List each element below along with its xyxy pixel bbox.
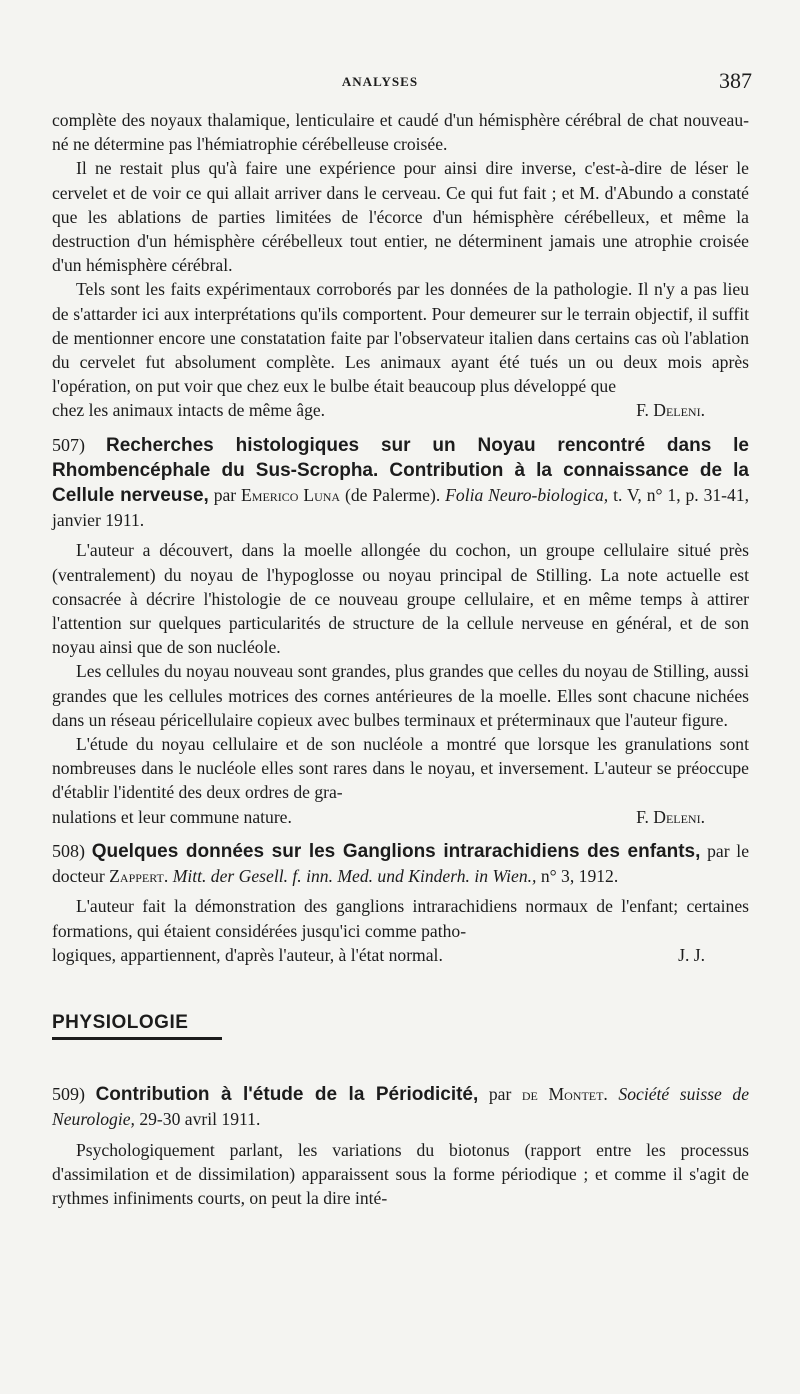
running-header: ANALYSES bbox=[341, 74, 419, 89]
article-place: (de Palerme). bbox=[345, 485, 441, 506]
paragraph-last-line: nulations et leur commune nature. bbox=[52, 806, 292, 827]
paragraph: complète des noyaux thalamique, lenticulaire et caudé d'un hémisphère cérébral de chat nouveau-né ne détermine pas l'hémiatrophie cérébelleuse croisée. bbox=[52, 110, 749, 155]
article-by: par le docteur bbox=[52, 840, 749, 887]
article-title: Contribution à l'étude de la Périodicité, bbox=[95, 1084, 479, 1106]
paragraph-end-with-signature bbox=[52, 943, 749, 967]
article-journal: Folia Neuro-biologica, bbox=[445, 485, 609, 506]
paragraph: Tels sont les faits expérimentaux corroborés par les données de la pathologie. Il n'y a pas lieu de s'attarder ici aux interprétations qu'ils comportent. Pour demeurer sur le terrain objectif, il suffit de mentionner encore une constatation faite par l'observateur italien dans certains cas où l'ablation du cervelet fut absolument complète. Les animaux ayant été tués un ou deux mois après l'opération, on put voir que chez eux le bulbe était beaucoup plus développé que bbox=[52, 279, 749, 397]
article-author: Zappert. bbox=[109, 866, 169, 887]
paragraph: Les cellules du noyau nouveau sont grandes, plus grandes que celles du noyau de Stilling, aussi grandes que les cellules motrices des cornes antérieures de la moelle. Elles sont chacune nichées dans un réseau péricellulaire copieux avec bulbes terminaux et préterminaux que l'auteur figure. bbox=[52, 661, 749, 730]
paragraph-end-with-signature bbox=[52, 805, 749, 829]
section-heading-text: PHYSIOLOGIE bbox=[52, 1011, 189, 1033]
article-heading bbox=[52, 433, 749, 533]
article-journal: Société suisse de Neurologie, bbox=[52, 1084, 749, 1130]
paragraph: Psychologiquement parlant, les variations du biotonus (rapport entre les processus d'assimilation et de dissimilation) apparaissent sous la forme périodique ; et comme il s'agit de rythmes infiniments courts, on peut la dire inté- bbox=[52, 1139, 749, 1208]
article-number: 509) bbox=[52, 1084, 85, 1105]
paragraph-last-line: chez les animaux intacts de même âge. bbox=[52, 400, 326, 421]
text-column bbox=[52, 108, 749, 1210]
heading-underline bbox=[52, 1037, 222, 1040]
signature: F. Deleni. bbox=[636, 400, 705, 421]
article-title: Recherches histologiques sur un Noyau rencontré dans le Rhombencéphale du Sus-Scropha. Contribution à la connaissance de la Cellule nerveuse, bbox=[52, 434, 749, 507]
article-by: par bbox=[213, 485, 237, 506]
paragraph: L'auteur fait la démonstration des ganglions intrarachidiens normaux de l'enfant; certaines formations, qui étaient considérées jusqu'ici comme patho- bbox=[52, 896, 749, 941]
paragraph-end-with-signature bbox=[52, 398, 749, 422]
paragraph-last-line: logiques, appartiennent, d'après l'auteur, à l'état normal. bbox=[52, 944, 443, 965]
signature: J. J. bbox=[678, 944, 705, 965]
paragraph: Il ne restait plus qu'à faire une expérience pour ainsi dire inverse, c'est-à-dire de léser le cervelet et de voir ce qui allait arriver dans le cerveau. Ce qui fut fait ; et M. d'Abundo a constaté que les ablations de parties limitées de l'écorce d'un hémisphère cérébelleux, et même la destruction d'un hémisphère cérébelleux tout entier, ne déterminent jamais une atrophie croisée d'un hémisphère cérébral. bbox=[52, 158, 749, 276]
article-by: par bbox=[488, 1084, 512, 1105]
paragraph: L'étude du noyau cellulaire et de son nucléole a montré que lorsque les granulations sont nombreuses dans le nucléole elles sont rares dans le noyau, et inversement. L'auteur se préoccupe d'établir l'identité des deux ordres de gra- bbox=[52, 734, 749, 803]
signature: F. Deleni. bbox=[636, 806, 705, 827]
section-heading bbox=[52, 1011, 222, 1040]
article-heading bbox=[52, 839, 749, 888]
article-number: 507) bbox=[52, 434, 85, 455]
article-number: 508) bbox=[52, 840, 85, 861]
article-ref: t. V, n° 1, p. 31-41, janvier 1911. bbox=[52, 485, 750, 531]
page-number: 387 bbox=[719, 68, 752, 93]
article-title: Quelques données sur les Ganglions intrarachidiens des enfants, bbox=[91, 840, 701, 862]
article-author: Montet. bbox=[548, 1084, 608, 1105]
article-ref: 29-30 avril 1911. bbox=[139, 1109, 261, 1130]
article-author: Emerico Luna bbox=[241, 485, 341, 506]
paragraph: L'auteur a découvert, dans la moelle allongée du cochon, un groupe cellulaire situé près (ventralement) du noyau de l'hypoglosse ou noyau principal de Stilling. La note actuelle est consacrée à décrire l'histologie de ce nouveau groupe cellulaire, et en même temps à attirer l'attention sur quelques particularités de structure de la cellule nerveuse en général, et de son noyau ainsi que de son nucléole. bbox=[52, 540, 749, 658]
article-author-particle: de bbox=[521, 1084, 538, 1105]
article-journal: Mitt. der Gesell. f. inn. Med. und Kinderh. in Wien., bbox=[172, 866, 537, 887]
article-ref: n° 3, 1912. bbox=[540, 866, 619, 887]
article-heading bbox=[52, 1082, 749, 1131]
